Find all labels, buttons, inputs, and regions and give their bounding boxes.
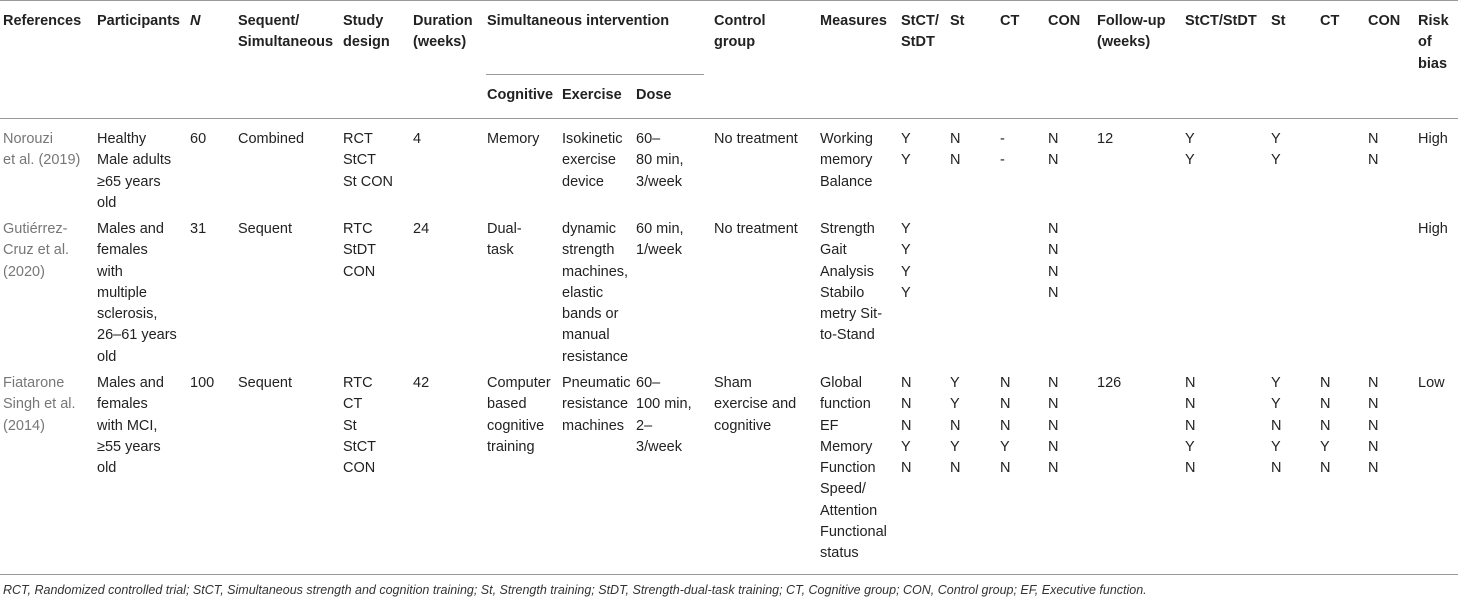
row-2-exercise: dynamic strength machines, elastic bands or manual resistance xyxy=(562,221,629,365)
row-3-fu-stct: N N N Y N xyxy=(1185,375,1196,477)
header-study-design: Study design xyxy=(343,13,390,51)
header-fu-con: CON xyxy=(1368,13,1401,29)
row-3-sequent: Sequent xyxy=(238,375,293,391)
row-3-reference: Fiatarone Singh et al. (2014) xyxy=(3,375,76,434)
row-3-participants: Males and females with MCI, ≥55 years old xyxy=(97,375,164,477)
intervention-header-rule xyxy=(486,74,704,75)
subheader-cognitive: Cognitive xyxy=(487,87,554,103)
table-footnote: RCT, Randomized controlled trial; StCT, Simultaneous strength and cognition training; St, Strength training; StDT, Strength-dual-task training; CT, Cognitive group; CON, Control group; EF, Executive function. xyxy=(3,583,1147,597)
row-1-fu-con: N N xyxy=(1368,131,1379,169)
table-top-rule xyxy=(0,0,1458,1)
row-1-fu-st: Y Y xyxy=(1271,131,1281,169)
row-1-sequent: Combined xyxy=(238,131,305,147)
row-1-duration: 4 xyxy=(413,131,422,147)
header-simultaneous-intervention: Simultaneous intervention xyxy=(487,13,670,29)
row-1-stct: Y Y xyxy=(901,131,911,169)
row-1-control: No treatment xyxy=(714,131,798,147)
row-1-dose: 60– 80 min, 3/week xyxy=(636,131,684,190)
header-n: N xyxy=(190,13,201,29)
row-1-reference: Norouzi et al. (2019) xyxy=(3,131,81,169)
row-2-risk: High xyxy=(1418,221,1448,237)
header-fu-st: St xyxy=(1271,13,1286,29)
row-2-sequent: Sequent xyxy=(238,221,293,237)
row-2-duration: 24 xyxy=(413,221,430,237)
row-3-n: 100 xyxy=(190,375,215,391)
row-3-fu-ct: N N N Y N xyxy=(1320,375,1331,477)
row-2-con: N N N N xyxy=(1048,221,1059,301)
row-1-con: N N xyxy=(1048,131,1059,169)
row-3-con: N N N N N xyxy=(1048,375,1059,477)
row-3-duration: 42 xyxy=(413,375,430,391)
row-3-design: RTC CT St StCT CON xyxy=(343,375,377,477)
table-bottom-rule xyxy=(0,574,1458,575)
row-3-ct: N N N Y N xyxy=(1000,375,1011,477)
header-participants: Participants xyxy=(97,13,180,29)
row-2-design: RTC StDT CON xyxy=(343,221,377,280)
row-1-fu-stct: Y Y xyxy=(1185,131,1195,169)
header-stct-stdt: StCT/ StDT xyxy=(901,13,939,51)
row-1-ct: - - xyxy=(1000,131,1005,169)
header-risk-of-bias: Risk of bias xyxy=(1418,13,1449,72)
row-3-dose: 60– 100 min, 2– 3/week xyxy=(636,375,692,455)
row-1-design: RCT StCT St CON xyxy=(343,131,393,190)
row-3-stct: N N N Y N xyxy=(901,375,912,477)
header-fu-ct: CT xyxy=(1320,13,1340,29)
header-references: References xyxy=(3,13,82,29)
row-1-n: 60 xyxy=(190,131,207,147)
header-ct: CT xyxy=(1000,13,1020,29)
row-1-cognitive: Memory xyxy=(487,131,540,147)
row-2-participants: Males and females with multiple sclerosis, 26–61 years old xyxy=(97,221,177,365)
subheader-dose: Dose xyxy=(636,87,672,103)
row-2-cognitive: Dual- task xyxy=(487,221,522,259)
header-con: CON xyxy=(1048,13,1081,29)
header-fu-stct-stdt: StCT/StDT xyxy=(1185,13,1257,29)
row-2-measures: Strength Gait Analysis Stabilo metry Sit- to-Stand xyxy=(820,221,883,344)
row-3-fu-st: Y Y N Y N xyxy=(1271,375,1282,477)
subheader-exercise: Exercise xyxy=(562,87,622,103)
header-measures: Measures xyxy=(820,13,887,29)
row-3-follow-up: 126 xyxy=(1097,375,1122,391)
row-1-exercise: Isokinetic exercise device xyxy=(562,131,623,190)
header-st: St xyxy=(950,13,965,29)
row-2-reference: Gutiérrez- Cruz et al. (2020) xyxy=(3,221,70,280)
row-3-cognitive: Computer based cognitive training xyxy=(487,375,551,455)
header-bottom-rule xyxy=(0,118,1458,119)
row-1-measures: Working memory Balance xyxy=(820,131,873,190)
header-control-group: Control group xyxy=(714,13,766,51)
row-2-stct: Y Y Y Y xyxy=(901,221,911,301)
row-3-control: Sham exercise and cognitive xyxy=(714,375,797,434)
header-sequent-simultaneous: Sequent/ Simultaneous xyxy=(238,13,334,51)
row-3-measures: Global function EF Memory Function Speed/ Attention Functional status xyxy=(820,375,887,562)
header-duration: Duration (weeks) xyxy=(413,13,473,51)
row-1-risk: High xyxy=(1418,131,1448,147)
row-2-control: No treatment xyxy=(714,221,798,237)
row-3-st: Y Y N Y N xyxy=(950,375,961,477)
row-3-fu-con: N N N N N xyxy=(1368,375,1379,477)
row-3-exercise: Pneumatic resistance machines xyxy=(562,375,631,434)
header-follow-up: Follow-up (weeks) xyxy=(1097,13,1166,51)
row-1-follow-up: 12 xyxy=(1097,131,1114,147)
row-1-st: N N xyxy=(950,131,961,169)
row-3-risk: Low xyxy=(1418,375,1445,391)
row-1-participants: Healthy Male adults ≥65 years old xyxy=(97,131,172,211)
row-2-n: 31 xyxy=(190,221,207,237)
row-2-dose: 60 min, 1/week xyxy=(636,221,684,259)
